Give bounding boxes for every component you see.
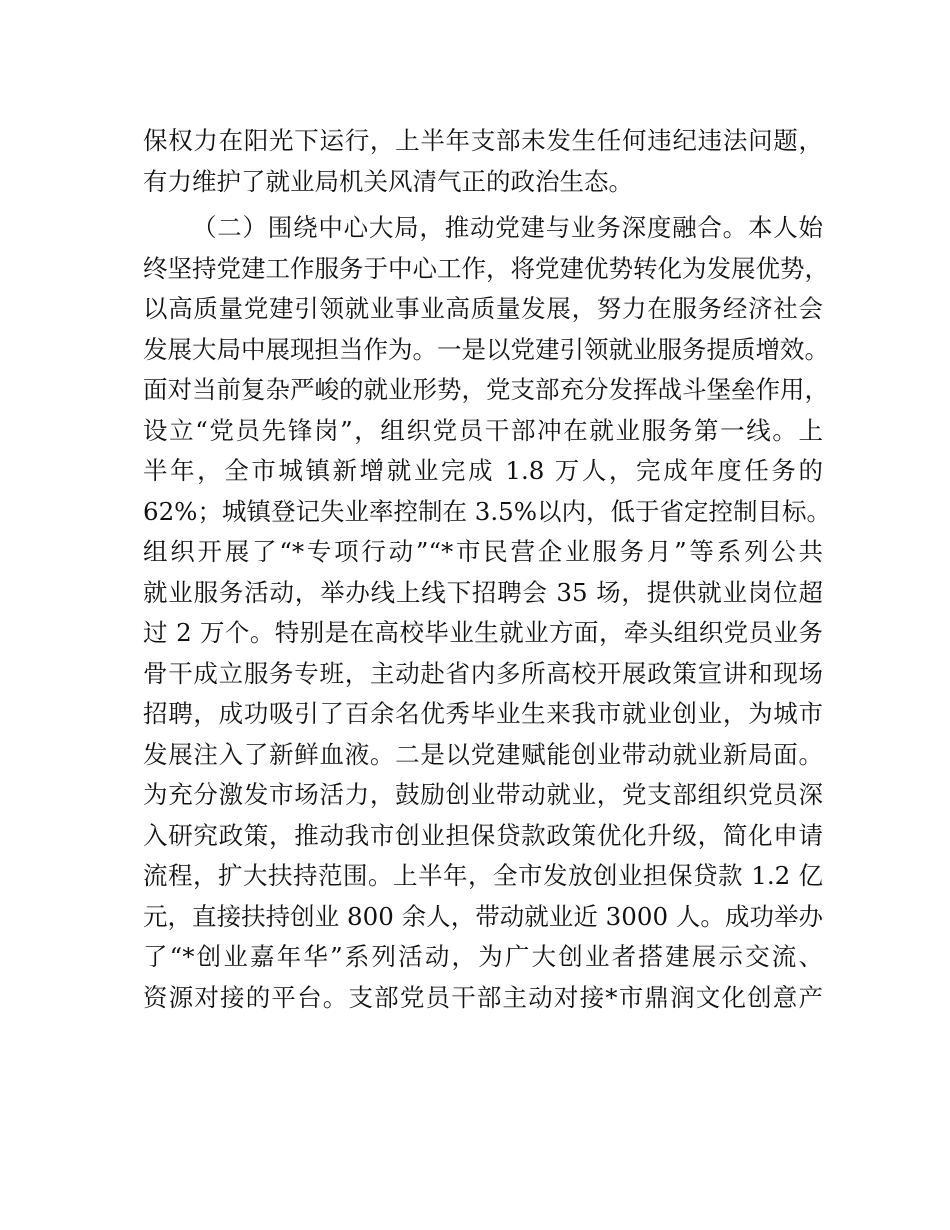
text-line-7: 面对当前复杂严峻的就业形势，党支部充分发挥战斗堡垒作用， (143, 375, 829, 404)
text-line-9: 半年，全市城镇新增就业完成 1.8 万人，完成年度任务的 (143, 456, 823, 485)
text-line-20: 元，直接扶持创业 800 余人，带动就业近 3000 人。成功举办 (143, 901, 823, 931)
text-line-3: （二）围绕中心大局，推动党建与业务深度融合。本人始 (192, 213, 823, 242)
text-line-12: 就业服务活动，举办线上线下招聘会 35 场，提供就业岗位超 (143, 577, 823, 607)
text-line-17: 为充分激发市场活力，鼓励创业带动就业，党支部组织党员深 (143, 780, 823, 809)
text-line-11: 组织开展了“*专项行动”“*市民营企业服务月”等系列公共 (143, 537, 823, 566)
text-line-5: 以高质量党建引领就业事业高质量发展，努力在服务经济社会 (143, 294, 823, 323)
text-line-4: 终坚持党建工作服务于中心工作，将党建优势转化为发展优势， (143, 253, 829, 283)
text-line-14: 骨干成立服务专班，主动赴省内多所高校开展政策宣讲和现场 (143, 658, 823, 688)
text-line-18: 入研究政策，推动我市创业担保贷款政策优化升级，简化申请 (143, 820, 823, 850)
text-line-16: 发展注入了新鲜血液。二是以党建赋能创业带动就业新局面。 (143, 739, 823, 769)
text-line-8: 设立“党员先锋岗”，组织党员干部冲在就业服务第一线。上 (143, 415, 823, 445)
text-line-15: 招聘，成功吸引了百余名优秀毕业生来我市就业创业，为城市 (143, 699, 823, 728)
text-line-6: 发展大局中展现担当作为。一是以党建引领就业服务提质增效。 (143, 334, 829, 364)
text-line-19: 流程，扩大扶持范围。上半年，全市发放创业担保贷款 1.2 亿 (143, 861, 823, 890)
body-text (143, 121, 831, 1018)
text-line-1: 保权力在阳光下运行，上半年支部未发生任何违纪违法问题， (143, 126, 823, 155)
text-line-10: 62%；城镇登记失业率控制在 3.5%以内，低于省定控制目标。 (143, 496, 831, 526)
text-line-21: 了“*创业嘉年华”系列活动，为广大创业者搭建展示交流、 (143, 942, 823, 971)
text-line-13: 过 2 万个。特别是在高校毕业生就业方面，牵头组织党员业务 (143, 618, 823, 647)
text-line-2: 有力维护了就业局机关风清气正的政治生态。 (143, 166, 633, 196)
text-line-22: 资源对接的平台。支部党员干部主动对接*市鼎润文化创意产 (143, 982, 823, 1012)
